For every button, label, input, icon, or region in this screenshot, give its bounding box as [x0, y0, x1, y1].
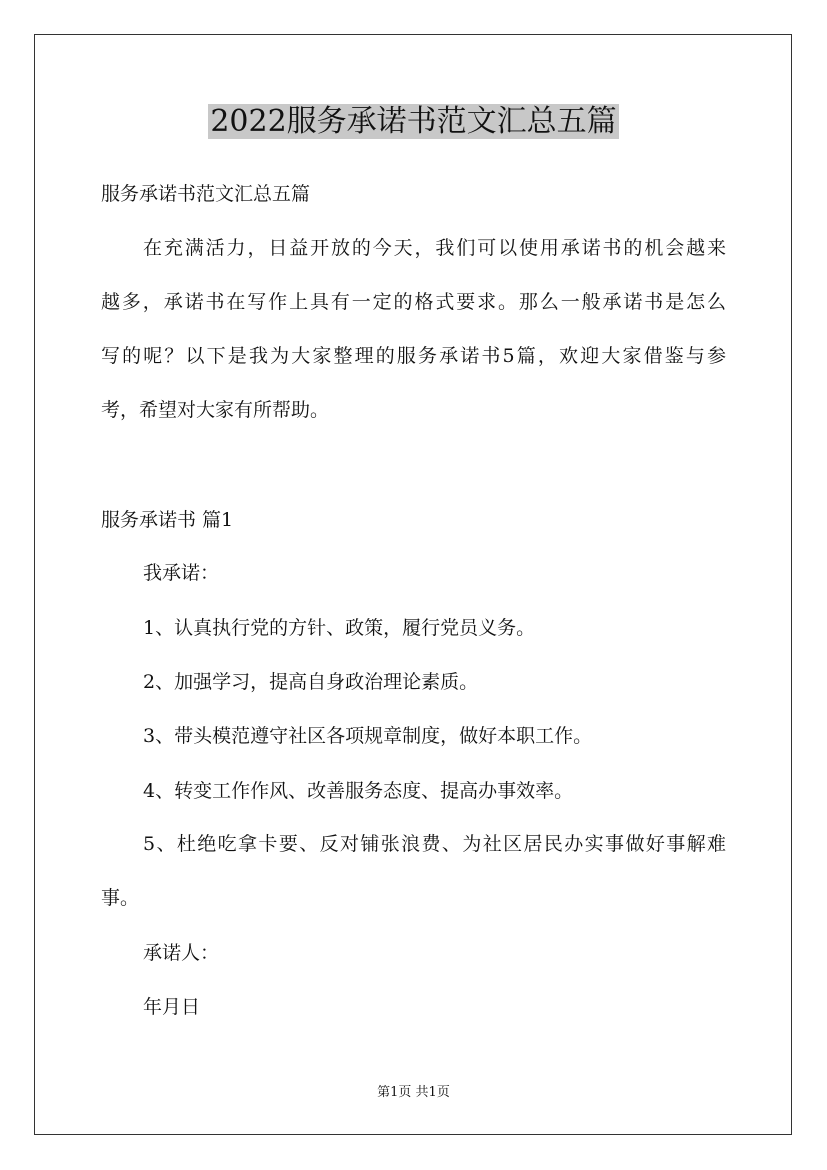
pledge-intro: 我承诺： — [143, 562, 220, 584]
intro-line-1: 在充满活力，日益开放的今天，我们可以使用承诺书的机会越来 — [143, 237, 726, 259]
page-footer: 第1页 共1页 — [377, 1085, 450, 1100]
signer-label: 承诺人： — [143, 942, 220, 964]
intro-line-4: 考，希望对大家有所帮助。 — [101, 399, 330, 421]
date-label: 年月日 — [143, 996, 201, 1018]
document-title — [0, 100, 827, 144]
pledge-item-4: 4、转变工作作风、改善服务态度、提高办事效率。 — [143, 780, 574, 802]
intro-line-2: 越多，承诺书在写作上具有一定的格式要求。那么一般承诺书是怎么 — [101, 291, 726, 313]
document-title-text: 2022服务承诺书范文汇总五篇 — [210, 104, 617, 139]
pledge-item-2: 2、加强学习，提高自身政治理论素质。 — [143, 671, 479, 693]
pledge-item-1: 1、认真执行党的方针、政策，履行党员义务。 — [143, 617, 536, 639]
intro-line-3: 写的呢？以下是我为大家整理的服务承诺书5篇，欢迎大家借鉴与参 — [101, 345, 726, 367]
pledge-item-3: 3、带头模范遵守社区各项规章制度，做好本职工作。 — [143, 725, 593, 747]
document-subtitle: 服务承诺书范文汇总五篇 — [101, 183, 311, 205]
pledge-item-5-line-1: 5、杜绝吃拿卡要、反对铺张浪费、为社区居民办实事做好事解难 — [143, 833, 726, 855]
pledge-item-5-line-2: 事。 — [101, 887, 140, 909]
section-heading: 服务承诺书 篇1 — [101, 509, 234, 531]
